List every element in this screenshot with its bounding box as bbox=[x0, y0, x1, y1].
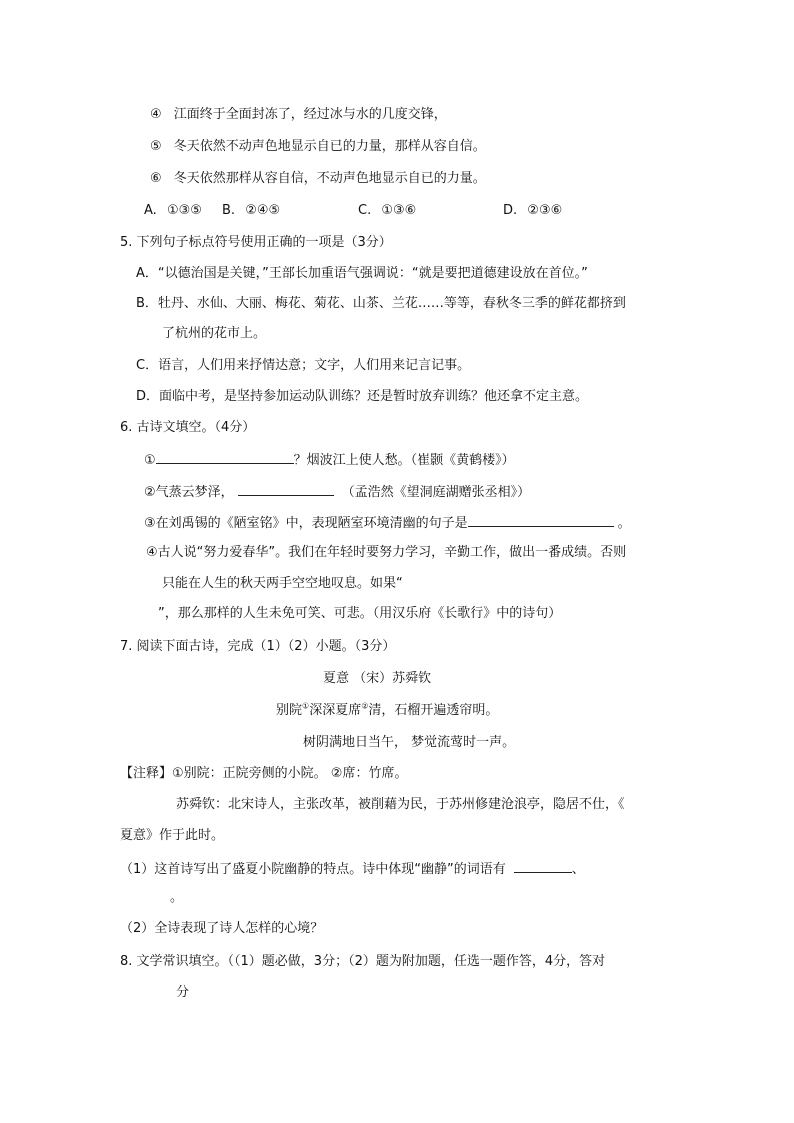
answer-blank[interactable] bbox=[238, 483, 334, 496]
item-number: ④ bbox=[150, 107, 162, 122]
poem-line-1 bbox=[276, 703, 498, 719]
item-number: ① bbox=[144, 453, 156, 468]
item-text: 冬天依然不动声色地显示自已的力量，那样从容自信。 bbox=[173, 139, 486, 154]
q5-option-c: C．语言，人们用来抒情达意；文字，人们用来记言记事。 bbox=[136, 358, 471, 373]
q8-stem-cont: 分 bbox=[176, 985, 190, 1000]
q6-line-4-cont: 只能在人生的秋天两手空空地叹息。如果“ bbox=[162, 576, 403, 591]
line-text: 气蒸云梦泽， bbox=[155, 485, 234, 500]
q4-option-c bbox=[358, 203, 416, 219]
item-text: 冬天依然那样从容自信，不动声色地显示自已的力量。 bbox=[173, 171, 486, 186]
poem-notes: 【注释】①别院：正院旁侧的小院。 ②席：竹席。 bbox=[120, 766, 408, 781]
q5-stem: 5. 下列句子标点符号使用正确的一项是（3分） bbox=[120, 235, 392, 250]
poem-text: 深深夏席 bbox=[309, 703, 362, 718]
option-value: ②④⑤ bbox=[245, 203, 281, 218]
line-text: （孟浩然《望洞庭湖赠张丞相》） bbox=[341, 485, 531, 500]
q4-option-b bbox=[222, 203, 280, 219]
poem-line-2: 树阴满地日当午， 梦觉流莺时一声。 bbox=[303, 735, 516, 750]
option-label: C. bbox=[358, 203, 372, 218]
poem-text: 清，石榴开遍透帘明。 bbox=[368, 703, 499, 718]
question-text: （1）这首诗写出了盛夏小院幽静的特点。诗中体现“幽静”的词语有 bbox=[120, 862, 506, 877]
q7-stem: 7. 阅读下面古诗，完成（1）（2）小题。（3分） bbox=[120, 639, 396, 654]
item-text: 江面终于全面封冻了，经过冰与水的几度交锋， bbox=[173, 107, 447, 122]
option-label: A. bbox=[144, 203, 157, 218]
q6-line-3 bbox=[144, 514, 631, 532]
option-label: D. bbox=[503, 203, 518, 218]
footnote-marker: ① bbox=[302, 701, 310, 711]
q5-option-d: D．面临中考，是坚持参加运动队训练？还是暂时放弃训练？他还拿不定主意。 bbox=[136, 389, 589, 404]
q6-line-4 bbox=[146, 545, 626, 561]
item-number: ⑥ bbox=[150, 171, 162, 186]
option-value: ①③⑤ bbox=[166, 203, 202, 218]
q4-item-4 bbox=[150, 107, 447, 123]
q6-line-2 bbox=[144, 483, 530, 501]
q4-item-5 bbox=[150, 139, 486, 155]
item-number: ⑤ bbox=[150, 139, 162, 154]
option-label: B. bbox=[222, 203, 236, 218]
answer-blank[interactable] bbox=[514, 860, 572, 873]
line-text: 古人说“努力爱春华”。我们在年轻时要努力学习，辛勤工作，做出一番成绩。否则 bbox=[157, 545, 627, 560]
item-number: ② bbox=[144, 485, 156, 500]
option-value: ②③⑥ bbox=[527, 203, 563, 218]
q7-sub-1 bbox=[120, 860, 585, 878]
option-value: ①③⑥ bbox=[381, 203, 417, 218]
separator: 、 bbox=[571, 862, 585, 877]
poem-text: 别院 bbox=[276, 703, 303, 718]
line-text: 。 bbox=[617, 516, 631, 531]
q6-line-1 bbox=[144, 451, 515, 469]
q4-item-6 bbox=[150, 171, 486, 187]
footnote-marker: ② bbox=[361, 701, 369, 711]
answer-blank[interactable] bbox=[468, 514, 614, 527]
q5-option-a: A．“以德治国是关键，”王部长加重语气强调说：“就是要把道德建设放在首位。” bbox=[136, 266, 588, 281]
item-number: ④ bbox=[146, 545, 158, 560]
q8-stem: 8. 文学常识填空。（（1）题必做，3分；（2）题为附加题，任选一题作答，4分，答对 bbox=[120, 954, 606, 969]
item-number: ③ bbox=[144, 516, 156, 531]
q4-option-d bbox=[503, 203, 562, 219]
poet-bio: 苏舜钦：北宋诗人，主张改革，被削藉为民，于苏州修建沧浪亭，隐居不仕，《 bbox=[176, 797, 625, 812]
q5-option-b-cont: 了杭州的花市上。 bbox=[162, 326, 267, 341]
poet-bio-cont: 夏意》作于此时。 bbox=[120, 828, 225, 843]
q4-option-a bbox=[144, 203, 202, 219]
line-text: ？烟波江上使人愁。（崔颢《黄鹤楼》） bbox=[293, 453, 515, 468]
q6-stem: 6. 古诗文填空。（4分） bbox=[120, 420, 256, 435]
q5-option-b: B．牡丹、水仙、大丽、梅花、菊花、山茶、兰花……等等，春秋冬三季的鲜花都挤到 bbox=[136, 296, 626, 311]
q7-sub-1-end: 。 bbox=[170, 890, 184, 905]
answer-blank[interactable] bbox=[156, 451, 294, 464]
q7-sub-2: （2）全诗表现了诗人怎样的心境？ bbox=[120, 921, 324, 936]
poem-title: 夏意 （宋）苏舜钦 bbox=[323, 671, 432, 686]
line-text: 在刘禹锡的《陋室铭》中，表现陋室环境清幽的句子是 bbox=[155, 516, 468, 531]
q6-line-4-end: ”，那么那样的人生未免可笑、可悲。（用汉乐府《长歌行》中的诗句） bbox=[158, 606, 562, 621]
